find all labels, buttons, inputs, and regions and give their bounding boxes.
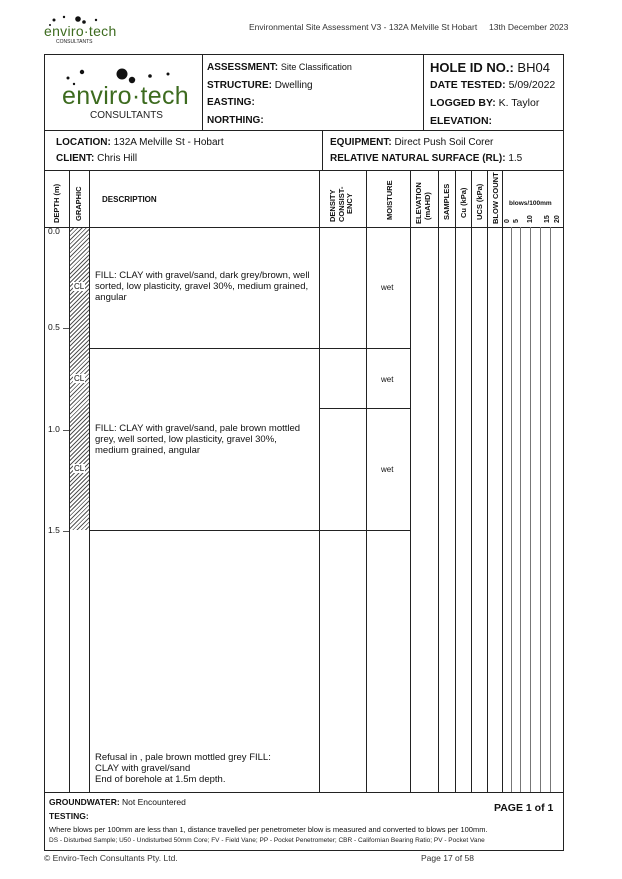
- copyright: © Enviro-Tech Consultants Pty. Ltd.: [44, 853, 178, 863]
- col-description: DESCRIPTION: [102, 195, 157, 204]
- col-blow-count: BLOW COUNT: [491, 172, 500, 224]
- form-logo-sub: CONSULTANTS: [90, 110, 163, 121]
- hole-id-row: [430, 60, 550, 75]
- testing-label: TESTING:: [49, 811, 89, 821]
- layer-1-moisture: wet: [381, 283, 394, 292]
- structure-value: Dwelling: [274, 80, 313, 91]
- header-logo: [44, 14, 117, 46]
- graphic-symbol-2: CL: [74, 374, 85, 383]
- client-value: Chris Hill: [97, 153, 138, 164]
- groundwater-row: [49, 797, 186, 807]
- easting-label: EASTING:: [207, 97, 255, 108]
- layer-2-description: FILL: CLAY with gravel/sand, pale brown mottled grey, well sorted, low plasticity, gravel 30%, medium grained, angular: [95, 423, 301, 456]
- graphic-symbol-3: CL: [74, 464, 85, 473]
- structure-row: [207, 80, 313, 91]
- refusal-line-2: CLAY with gravel/sand: [95, 763, 191, 774]
- depth-label-15: 1.5: [48, 525, 60, 535]
- client-label: CLIENT:: [56, 153, 95, 164]
- col-density-line2: CONSIST-: [336, 186, 346, 222]
- northing-row: [207, 115, 264, 126]
- blow-tick-20: 20: [554, 215, 561, 223]
- location-row: [56, 137, 224, 148]
- col-elevation-line1: ELEVATION: [414, 182, 423, 224]
- col-elevation-line2: (mAHD): [422, 192, 432, 220]
- logged-by-label: LOGGED BY:: [430, 97, 496, 109]
- blow-tick-0: 0: [504, 219, 511, 223]
- blow-tick-10: 10: [527, 215, 534, 223]
- graphic-symbol-1: CL: [74, 282, 85, 291]
- depth-label-10: 1.0: [48, 424, 60, 434]
- assessment-label: ASSESSMENT:: [207, 62, 279, 73]
- rl-label: RELATIVE NATURAL SURFACE (RL):: [330, 153, 506, 164]
- easting-row: [207, 97, 255, 108]
- equipment-value: Direct Push Soil Corer: [394, 137, 494, 148]
- col-moisture: MOISTURE: [385, 180, 394, 220]
- client-row: [56, 153, 137, 164]
- date-tested-value: 5/09/2022: [508, 79, 556, 91]
- col-elevation: [415, 182, 432, 224]
- equipment-row: [330, 137, 493, 148]
- northing-label: NORTHING:: [207, 115, 264, 126]
- layer-2-moisture: wet: [381, 375, 394, 384]
- col-density-line3: ENCY: [345, 193, 354, 214]
- elevation-row: [430, 115, 492, 127]
- form-logo-word: enviro·tech: [62, 82, 189, 110]
- col-graphic: GRAPHIC: [74, 186, 83, 221]
- groundwater-value: Not Encountered: [122, 797, 186, 807]
- assessment-row: [207, 62, 352, 73]
- col-density: [329, 187, 355, 222]
- hole-id-value: BH04: [517, 60, 550, 75]
- refusal-note: [95, 752, 315, 785]
- blow-tick-5: 5: [513, 219, 520, 223]
- depth-label-05: 0.5: [48, 322, 60, 332]
- form-logo: [60, 66, 190, 124]
- elevation-label: ELEVATION:: [430, 115, 493, 127]
- equipment-label: EQUIPMENT:: [330, 137, 392, 148]
- depth-label-0: 0.0: [48, 226, 60, 236]
- header-title: Environmental Site Assessment V3 - 132A Melville St Hobart: [249, 22, 478, 32]
- rl-value: 1.5: [508, 153, 523, 164]
- col-cu: Cu (kPa): [459, 187, 468, 218]
- page-count: PAGE 1 of 1: [494, 802, 554, 814]
- header-logo-word: enviro·tech: [44, 23, 117, 39]
- location-label: LOCATION:: [56, 137, 111, 148]
- col-ucs: UCS (kPa): [475, 183, 484, 220]
- logged-by-value: K. Taylor: [498, 97, 540, 109]
- logged-by-row: [430, 97, 539, 109]
- col-depth: DEPTH (m): [52, 183, 61, 223]
- page-of: Page 17 of 58: [421, 853, 474, 863]
- rl-row: [330, 153, 522, 164]
- groundwater-label: GROUNDWATER:: [49, 797, 120, 807]
- layer-1-description: FILL: CLAY with gravel/sand, dark grey/brown, well sorted, low plasticity, gravel 30%, medium grained, angular: [95, 270, 310, 303]
- hole-id-label: HOLE ID NO.:: [430, 60, 514, 75]
- sample-legend: DS - Disturbed Sample; U50 - Undisturbed 50mm Core; FV - Field Vane; PP - Pocket Penetrometer; CBR - Californian Bearing Ratio; PV - Pocket Vane: [49, 837, 485, 844]
- assessment-value: Site Classification: [280, 62, 352, 72]
- header-logo-sub: CONSULTANTS: [56, 39, 93, 45]
- col-samples: SAMPLES: [442, 183, 451, 220]
- col-density-line1: DENSITY: [328, 189, 337, 222]
- refusal-line-3: End of borehole at 1.5m depth.: [95, 774, 226, 785]
- location-value: 132A Melville St - Hobart: [113, 137, 224, 148]
- refusal-line-1: Refusal in , pale brown mottled grey FILL:: [95, 752, 271, 763]
- col-blows: blows/100mm: [509, 200, 552, 207]
- layer-2b-moisture: wet: [381, 465, 394, 474]
- date-tested-label: DATE TESTED:: [430, 79, 506, 91]
- structure-label: STRUCTURE:: [207, 80, 272, 91]
- header-date: 13th December 2023: [489, 22, 569, 32]
- date-tested-row: [430, 79, 555, 91]
- blow-tick-15: 15: [544, 215, 551, 223]
- testing-note: Where blows per 100mm are less than 1, distance travelled per penetrometer blow is measured and converted to blows per 100mm.: [49, 825, 488, 834]
